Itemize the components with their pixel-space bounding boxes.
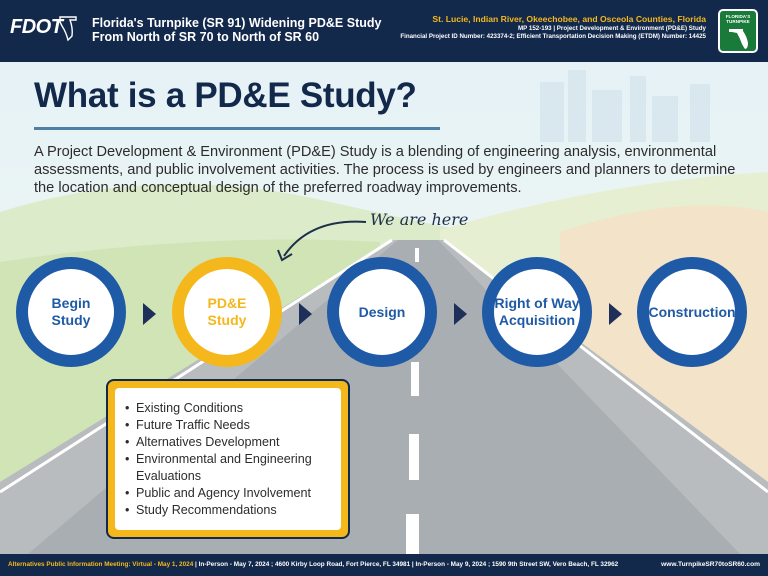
chevron-right-icon — [299, 303, 312, 325]
fdot-logo — [10, 14, 76, 44]
list-item: • Public and Agency Involvement — [125, 485, 335, 502]
counties-line: St. Lucie, Indian River, Okeechobee, and Osceola Counties, Florida — [432, 14, 706, 24]
list-item: • Existing Conditions — [125, 400, 335, 417]
step-inner — [28, 269, 114, 355]
pde-activities-box — [106, 379, 350, 539]
step-label-line1: Design — [358, 303, 406, 320]
step-inner — [649, 269, 735, 355]
step-label-line1: Right of Way — [494, 295, 580, 311]
pde-activities-list — [125, 400, 335, 519]
step-inner — [494, 269, 580, 355]
meeting-details: | In-Person - May 7, 2024 ; 4600 Kirby Loop Road, Fort Pierce, FL 34981 | In-Person - May 9, 2024 ; 1590 9th Street SW, Vero Beach, FL 32962 — [193, 561, 619, 568]
list-item: • Alternatives Development — [125, 434, 335, 451]
step-label — [494, 295, 579, 329]
chevron-right-icon — [609, 303, 622, 325]
turnpike-logo — [718, 9, 758, 53]
step-label — [648, 304, 735, 321]
step-inner — [184, 269, 270, 355]
title-divider — [34, 127, 440, 130]
step-right-of-way — [482, 257, 592, 367]
study-title — [92, 16, 381, 44]
step-inner — [339, 269, 425, 355]
step-label — [359, 304, 406, 321]
list-item: • Future Traffic Needs — [125, 417, 335, 434]
florida-outline-icon — [10, 14, 80, 44]
chevron-right-icon — [143, 303, 156, 325]
project-info — [400, 14, 706, 41]
website-link[interactable]: www.TurnpikeSR70toSR60.com — [661, 561, 760, 568]
florida-map-icon — [728, 27, 752, 51]
step-label-line1: Begin — [51, 295, 91, 311]
curved-arrow-icon — [270, 212, 380, 264]
page-title: What is a PD&E Study? — [34, 76, 417, 115]
step-label — [52, 295, 91, 329]
fdot-logo-text: FDOT — [10, 16, 63, 38]
step-label — [208, 295, 247, 329]
intro-paragraph: A Project Development & Environment (PD&E) Study is a blending of engineering analysis, environmental assessments, and public involvement activities. The process is used by engineers and planners to determine the location and conceptual design of the preferred roadway improvements. — [34, 144, 736, 196]
chevron-right-icon — [454, 303, 467, 325]
step-pde-study — [172, 257, 282, 367]
step-label-line2: Study — [207, 312, 247, 328]
step-label-line2: Study — [51, 312, 91, 328]
study-title-line1: Florida's Turnpike (SR 91) Widening PD&E Study — [92, 16, 382, 30]
mp-line: MP 152-193 | Project Development & Environment (PD&E) Study — [518, 25, 706, 32]
meeting-info — [8, 561, 618, 568]
list-item: • Study Recommendations — [125, 502, 335, 519]
step-begin-study — [16, 257, 126, 367]
pde-activities-panel — [115, 388, 341, 530]
step-label-line2: Acquisition — [498, 312, 576, 328]
footer — [0, 554, 768, 576]
step-design — [327, 257, 437, 367]
step-label-line1: PD&E — [207, 295, 247, 311]
we-are-here-label: We are here — [370, 210, 469, 229]
step-construction — [637, 257, 747, 367]
turnpike-logo-text: FLORIDA'S TURNPIKE — [725, 14, 751, 24]
header — [0, 0, 768, 62]
step-label-line1: Construction — [648, 303, 736, 320]
project-id-line: Financial Project ID Number: 423374-2; Efficient Transportation Decision Making (ETDM) Number: 14425 — [400, 33, 706, 40]
list-item: • Environmental and Engineering Evaluations — [125, 451, 335, 485]
study-title-line2: From North of SR 70 to North of SR 60 — [92, 30, 320, 44]
meeting-label: Alternatives Public Information Meeting: Virtual - May 1, 2024 — [8, 561, 194, 568]
